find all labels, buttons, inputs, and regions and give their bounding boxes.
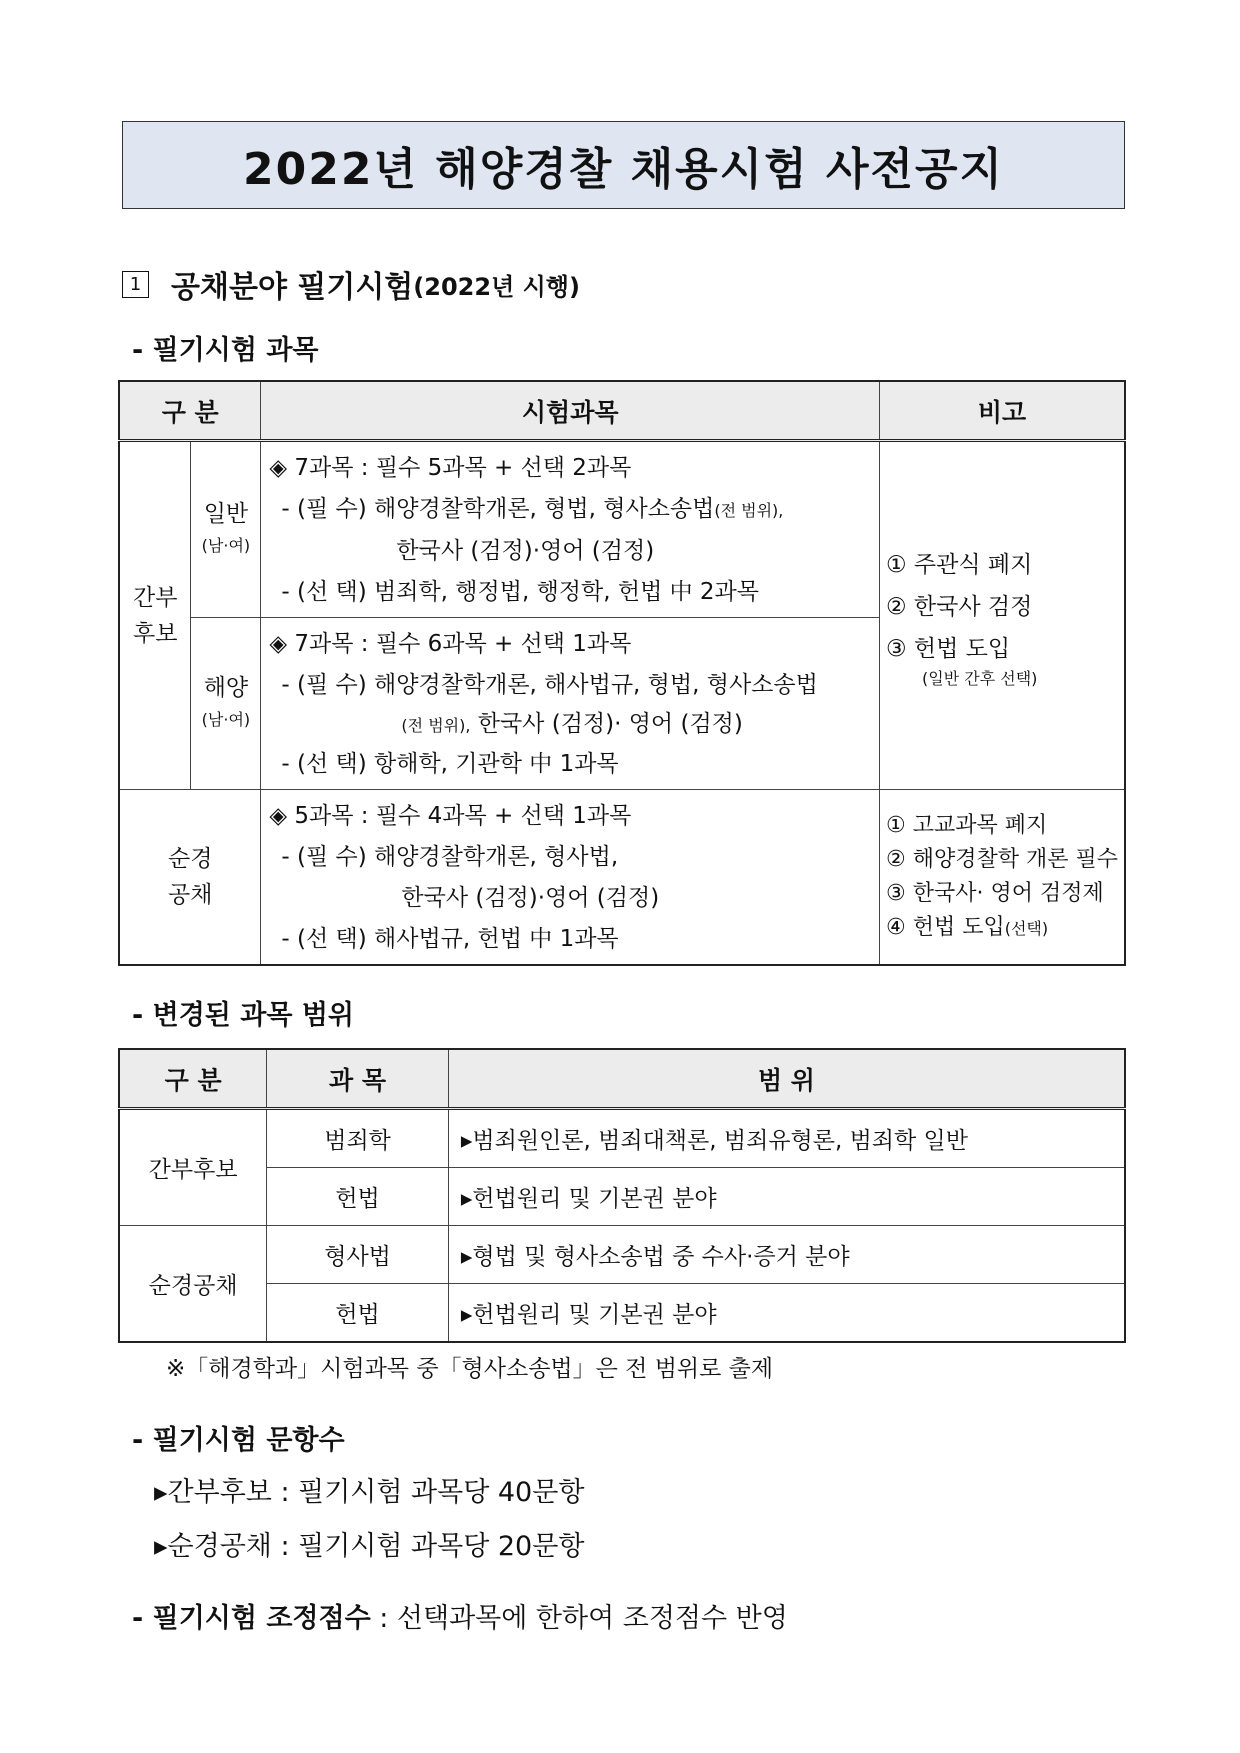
subject-cell: 형사법: [267, 1226, 449, 1284]
ranges-table: [118, 1048, 1126, 1343]
general-label: 일반: [203, 500, 249, 527]
section-title-suffix: (2022년 시행): [413, 272, 580, 301]
marine-sex: (남·여): [201, 709, 251, 729]
ganbu-label-bottom: 후보: [132, 620, 178, 647]
range-cell: ▸헌법원리 및 기본권 분야: [448, 1168, 1125, 1226]
marine-line1: ◈ 7과목 : 필수 6과목 + 선택 1과목: [269, 631, 632, 657]
subheading-ranges: - 변경된 과목 범위: [132, 1000, 354, 1031]
remark-note: ※「해경학과」시험과목 중「형사소송법」은 전 범위로 출제: [166, 1356, 774, 1382]
count-ganbu: ▸간부후보 : 필기시험 과목당 40문항: [154, 1477, 585, 1508]
header-remarks: 비고: [880, 381, 1126, 441]
sungyeong-note-4-text: ④ 헌법 도입: [886, 914, 1005, 940]
sungyeong-note-4-small: (선택): [1004, 918, 1049, 938]
marine-line3-text: 한국사 (검정)· 영어 (검정): [477, 711, 743, 737]
ganbu-note-3-small: (일반 간후 선택): [922, 668, 1038, 688]
sungyeong-label-bottom: 공채: [167, 882, 213, 908]
general-line1: ◈ 7과목 : 필수 5과목 + 선택 2과목: [269, 455, 632, 481]
header-category: 구 분: [119, 381, 261, 441]
cell-ganbu: [119, 441, 191, 790]
general-line4: - (선 택) 범죄학, 행정법, 행정학, 헌법 中 2과목: [281, 579, 759, 605]
marine-line3: [269, 706, 871, 744]
subject-cell: 범죄학: [267, 1109, 449, 1168]
ganbu-notes: [880, 441, 1126, 790]
cell-sungyeong: [119, 790, 261, 966]
subjects-table: [118, 380, 1126, 966]
general-line2: [269, 489, 871, 531]
marine-subjects: [261, 618, 880, 790]
subject-cell: 헌법: [267, 1168, 449, 1226]
sungyeong-note-2: ② 해양경찰학 개론 필수: [886, 846, 1118, 872]
subheading-question-count: - 필기시험 문항수: [132, 1425, 345, 1456]
ganbu-label-top: 간부: [132, 584, 178, 611]
sungyeong-line4: - (선 택) 해사법규, 헌법 中 1과목: [281, 926, 619, 952]
range-cell: ▸범죄원인론, 범죄대책론, 범죄유형론, 범죄학 일반: [448, 1109, 1125, 1168]
group-name: 간부후보: [119, 1109, 267, 1226]
ganbu-note-1: ① 주관식 폐지: [886, 551, 1033, 578]
sungyeong-line3: 한국사 (검정)·영어 (검정): [401, 885, 660, 911]
table-row: [119, 1226, 1125, 1284]
sungyeong-note-3: ③ 한국사· 영어 검정제: [886, 880, 1104, 906]
marine-line3-small: (전 범위),: [401, 716, 471, 735]
header-category: 구 분: [119, 1049, 267, 1109]
sungyeong-line2: - (필 수) 해양경찰학개론, 형사법,: [281, 844, 619, 870]
adjusted-score-text: : 선택과목에 한하여 조정점수 반영: [370, 1603, 788, 1634]
general-sex: (남·여): [201, 535, 251, 555]
sungyeong-subjects: [261, 790, 880, 966]
sungyeong-notes: [880, 790, 1126, 966]
cell-general: [191, 441, 261, 618]
adjusted-score-line: [132, 1596, 788, 1635]
group-name: 순경공채: [119, 1226, 267, 1343]
marine-line4: - (선 택) 항해학, 기관학 中 1과목: [281, 751, 619, 777]
general-subjects: [261, 441, 880, 618]
title-box: [122, 121, 1125, 209]
table-row: [119, 1109, 1125, 1168]
sungyeong-label-top: 순경: [167, 846, 213, 872]
table-row: [119, 1284, 1125, 1343]
general-line2-small: (전 범위),: [714, 501, 784, 520]
section-title: [122, 262, 580, 306]
header-subjects: 시험과목: [261, 381, 880, 441]
table-row: [119, 1168, 1125, 1226]
cell-marine: [191, 618, 261, 790]
range-cell: ▸형법 및 형사소송법 중 수사·증거 분야: [448, 1226, 1125, 1284]
sungyeong-note-4: [886, 911, 1118, 946]
ganbu-note-3: ③ 헌법 도입: [886, 635, 1011, 662]
header-subject: 과 목: [267, 1049, 449, 1109]
subject-cell: 헌법: [267, 1284, 449, 1343]
sungyeong-note-1: ① 고교과목 폐지: [886, 812, 1048, 838]
marine-label: 해양: [203, 674, 249, 701]
marine-line2: - (필 수) 해양경찰학개론, 해사법규, 형법, 형사소송법: [281, 672, 818, 698]
ganbu-note-2: ② 한국사 검정: [886, 593, 1033, 620]
count-sungyeong: ▸순경공채 : 필기시험 과목당 20문항: [154, 1531, 585, 1562]
sungyeong-line1: ◈ 5과목 : 필수 4과목 + 선택 1과목: [269, 803, 632, 829]
adjusted-score-label: - 필기시험 조정점수: [132, 1603, 371, 1634]
general-line2-text: - (필 수) 해양경찰학개론, 형법, 형사소송법: [281, 496, 715, 522]
section-number: 1: [122, 271, 149, 298]
range-cell: ▸헌법원리 및 기본권 분야: [448, 1284, 1125, 1343]
page-title: 2022년 해양경찰 채용시험 사전공지: [243, 144, 1004, 195]
section-title-text: 공채분야 필기시험: [171, 270, 414, 305]
subheading-subjects: - 필기시험 과목: [132, 335, 319, 366]
header-range: 범 위: [448, 1049, 1125, 1109]
general-line3: 한국사 (검정)·영어 (검정): [396, 538, 655, 564]
